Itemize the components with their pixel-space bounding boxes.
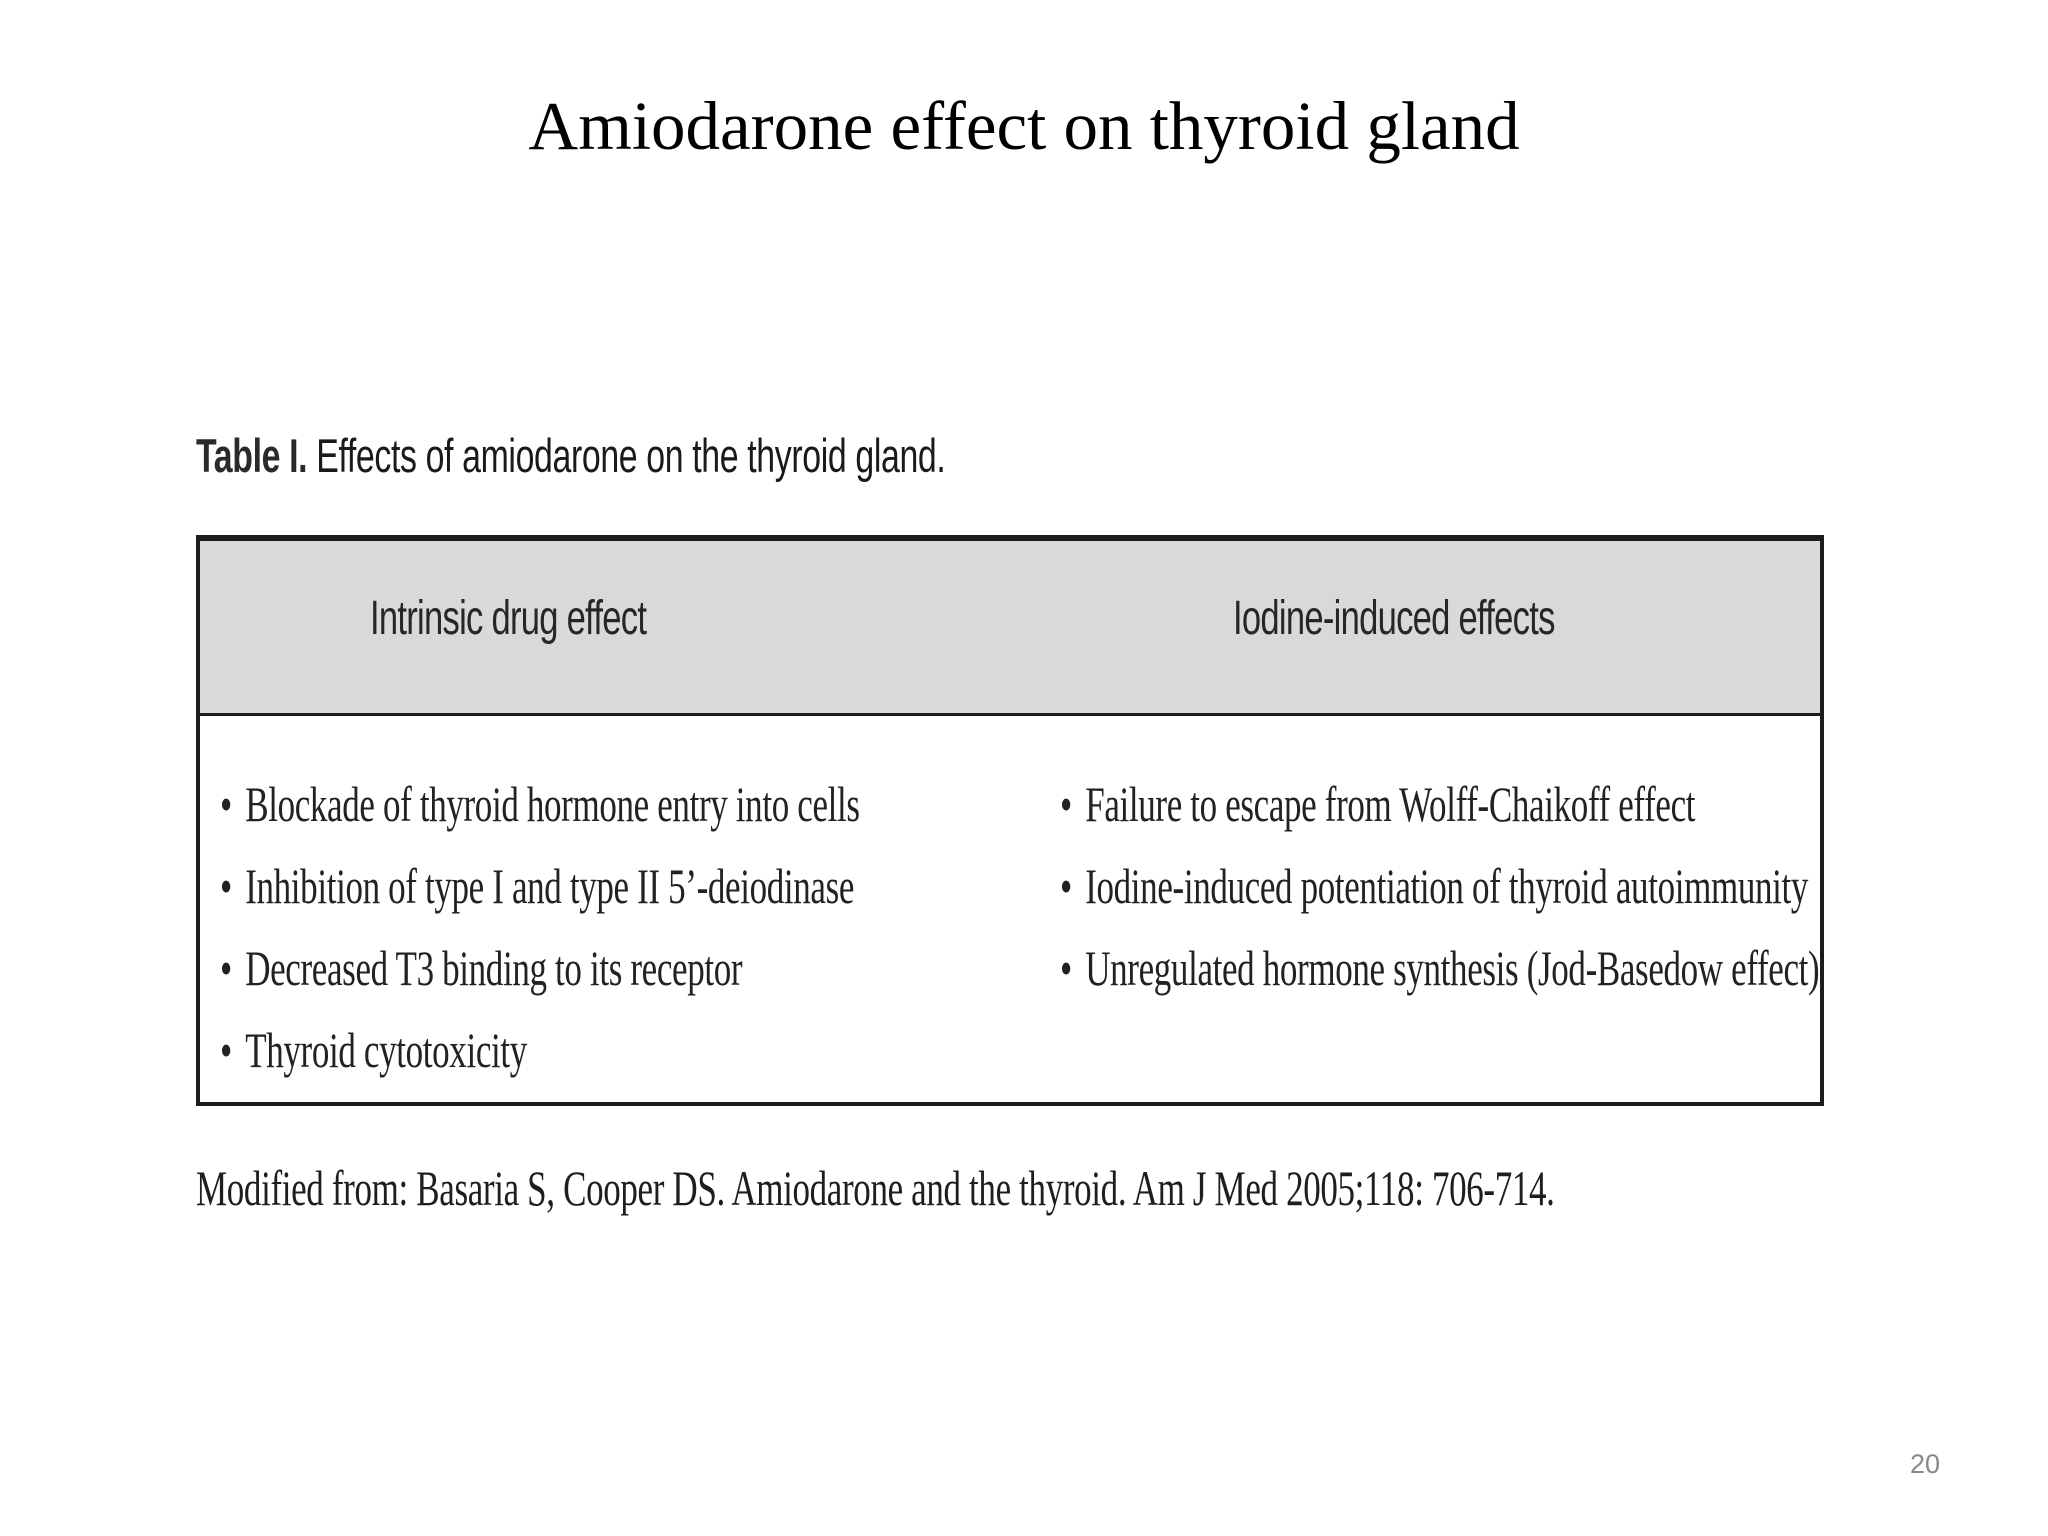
page-number: 20: [1909, 1449, 1940, 1479]
list-item: [1060, 763, 1819, 845]
bullet-icon: •: [220, 940, 232, 996]
column-header-iodine: Iodine-induced effects: [1233, 592, 1555, 645]
bullet-icon: •: [220, 1022, 232, 1078]
bullet-icon: •: [220, 858, 232, 914]
list-item-text: Unregulated hormone synthesis (Jod-Basedow effect): [1085, 940, 1820, 996]
list-item: [1060, 845, 1819, 927]
list-item: [1060, 927, 1819, 1009]
intrinsic-effects-list: [220, 763, 1134, 1091]
list-item-text: Inhibition of type I and type II 5’-deiodinase: [245, 858, 855, 914]
list-item-text: Blockade of thyroid hormone entry into cells: [245, 776, 860, 832]
list-item: [220, 845, 860, 927]
table-caption: [196, 428, 945, 484]
list-item-text: Iodine-induced potentiation of thyroid autoimmunity: [1085, 858, 1809, 914]
list-item: [220, 1009, 860, 1091]
effects-table: [196, 535, 1824, 1106]
bullet-icon: •: [1060, 940, 1072, 996]
column-header-intrinsic: Intrinsic drug effect: [370, 592, 647, 645]
iodine-effects-list: [1060, 763, 2048, 1009]
list-item-text: Decreased T3 binding to its receptor: [245, 940, 743, 996]
bullet-icon: •: [220, 776, 232, 832]
bullet-icon: •: [1060, 776, 1072, 832]
list-item-text: Failure to escape from Wolff-Chaikoff effect: [1085, 776, 1696, 832]
slide-title: Amiodarone effect on thyroid gland: [528, 88, 1520, 164]
table-caption-text: Effects of amiodarone on the thyroid gland.: [316, 429, 946, 482]
list-item-text: Thyroid cytotoxicity: [245, 1022, 527, 1078]
source-citation: Modified from: Basaria S, Cooper DS. Amiodarone and the thyroid. Am J Med 2005;118: 706-714.: [196, 1160, 1555, 1216]
list-item: [220, 763, 860, 845]
table-caption-label: Table I.: [196, 429, 308, 482]
table-header-row: [200, 541, 1820, 716]
list-item: [220, 927, 860, 1009]
bullet-icon: •: [1060, 858, 1072, 914]
